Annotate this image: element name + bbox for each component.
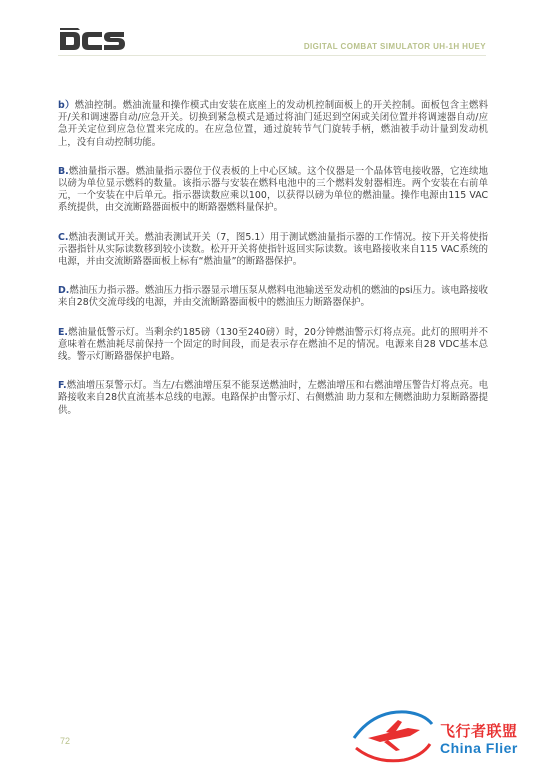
watermark-chinese-text: 飞行者联盟 <box>440 722 518 740</box>
airplane-logo-icon <box>346 698 438 770</box>
paragraph-text: 燃油量低警示灯。当剩余约185磅（130至240磅）时，20分钟燃油警示灯将点亮。此灯的照明并不意味着在燃油耗尽前保持一个固定的时间段，而是表示存在燃油不足的情况。电源来自28 VDC基本总线。警示灯断路器保护电路。 <box>58 326 488 363</box>
dcs-logo <box>58 26 126 52</box>
paragraph-text: 燃油表测试开关。燃油表测试开关（7，图5.1）用于测试燃油量指示器的工作情况。按下开关将使指示器指针从实际读数移到较小读数。松开开关将使指针返回实际读数。该电路接收来自115 VAC系统的电源，并由交流断路器面板上标有“燃油量”的断路器保护。 <box>58 231 488 268</box>
paragraph-text: 燃油量指示器。燃油量指示器位于仪表板的上中心区域。这个仪器是一个晶体管电接收器，它连续地以磅为单位显示燃料的数量。该指示器与安装在燃料电池中的三个燃料发射器相连。两个安装在右前单元，一个安装在中后单元。指示器读数应乘以100，以获得以磅为单位的燃油量。操作电源由115 VAC系统提供，由交流断路器面板中的断路器燃料量保护。 <box>58 165 488 214</box>
paragraph-label: b） <box>58 100 75 111</box>
paragraph-label: D. <box>58 285 70 297</box>
paragraph-fuel-pressure-indicator <box>58 285 488 309</box>
paragraph-text: 燃油增压泵警示灯。当左/右燃油增压泵不能泵送燃油时，左燃油增压和右燃油增压警告灯将点亮。电路接收来自28伏直流基本总线的电源。电路保护由警示灯、右侧燃油 助力泵和左侧燃油助力泵断路器提供。 <box>58 380 488 416</box>
paragraph-text: 燃油控制。燃油流量和操作模式由安装在底座上的发动机控制面板上的开关控制。面板包含主燃料开/关和调速器自动/应急开关。切换到紧急模式是通过将油门延迟到空闲或关闭位置并将调速器自动/应急开关定位到应急位置来完成的。在应急位置，通过旋转节气门旋转手柄，燃油被手动计量到发动机上，没有自动控制功能。 <box>58 100 488 148</box>
paragraph-fuel-quantity-indicator <box>58 166 488 215</box>
header-rule <box>58 55 486 56</box>
paragraph-low-fuel-warning-light <box>58 327 488 364</box>
paragraph-fuel-gauge-test-switch <box>58 232 488 269</box>
watermark-english-text: China Flier <box>440 740 518 756</box>
paragraph-label: B. <box>58 165 69 177</box>
document-title: DIGITAL COMBAT SIMULATOR UH-1H HUEY <box>303 42 486 51</box>
page-content <box>58 100 488 434</box>
paragraph-label: E. <box>58 326 68 338</box>
paragraph-fuel-control <box>58 100 488 149</box>
paragraph-label: F. <box>58 380 67 392</box>
watermark <box>346 698 542 770</box>
page-number: 72 <box>60 736 71 746</box>
paragraph-label: C. <box>58 231 69 243</box>
paragraph-boost-pump-warning-light <box>58 380 488 417</box>
paragraph-text: 燃油压力指示器。燃油压力指示器显示增压泵从燃料电池输送至发动机的燃油的psi压力。该电路接收来自28伏交流母线的电源，并由交流断路器面板中的燃油压力断路器保护。 <box>58 285 488 309</box>
